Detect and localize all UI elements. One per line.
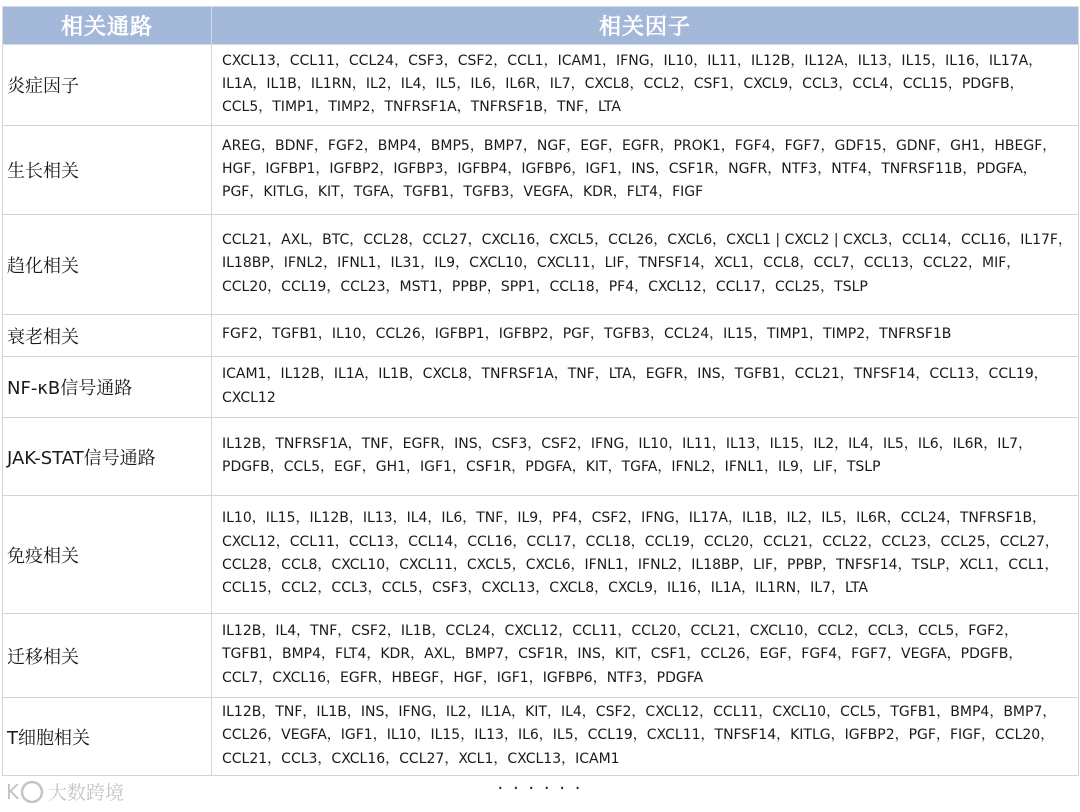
table-row: [3, 315, 1079, 357]
factor-list: ICAM1，IL12B，IL1A，IL1B，CXCL8，TNFRSF1A，TNF，LTA，EGFR，INS，TGFB1，CCL21，TNFSF14，CCL13，CCL19，CXCL12: [212, 357, 1079, 418]
table-row: [3, 45, 1079, 126]
table-row: [3, 215, 1079, 315]
table-row: [3, 496, 1079, 614]
pathway-factor-table: [2, 6, 1079, 776]
pathway-name: 迁移相关: [3, 614, 212, 698]
factor-list: IL10，IL15，IL12B，IL13，IL4，IL6，TNF，IL9，PF4，CSF2，IFNG，IL17A，IL1B，IL2，IL5，IL6R，CCL24，TNFRSF1B，CXCL12，CCL11，CCL13，CCL14，CCL16，CCL17，CCL18，CCL19，CCL20，CCL21，CCL22，CCL23，CCL25，CCL27，CCL28，CCL8，CXCL10，CXCL11，CXCL5，CXCL6，IFNL1，IFNL2，IL18BP，LIF，PPBP，TNFSF14，TSLP，XCL1，CCL1，CCL15，CCL2，CCL3，CCL5，CSF3，CXCL13，CXCL8，CXCL9，IL16，IL1A，IL1RN，IL7，LTA: [212, 496, 1079, 614]
factor-list: CXCL13，CCL11，CCL24，CSF3，CSF2，CCL1，ICAM1，IFNG，IL10，IL11，IL12B，IL12A，IL13，IL15，IL16，IL17A，IL1A，IL1B，IL1RN，IL2，IL4，IL5，IL6，IL6R，IL7，CXCL8，CCL2，CSF1，CXCL9，CCL3，CCL4，CCL15，PDGFB，CCL5，TIMP1，TIMP2，TNFRSF1A，TNFRSF1B，TNF，LTA: [212, 45, 1079, 126]
watermark-text: 大数跨境: [48, 782, 125, 804]
pathway-name: T细胞相关: [3, 698, 212, 776]
pathway-name: 炎症因子: [3, 45, 212, 126]
table-row: [3, 357, 1079, 418]
factor-list: IL12B，TNF，IL1B，INS，IFNG，IL2，IL1A，KIT，IL4，CSF2，CXCL12，CCL11，CXCL10，CCL5，TGFB1，BMP4，BMP7，CCL26，VEGFA，IGF1，IL10，IL15，IL13，IL6，IL5，CCL19，CXCL11，TNFSF14，KITLG，IGFBP2，PGF，FIGF，CCL20，CCL21，CCL3，CXCL16，CCL27，XCL1，CXCL13，ICAM1: [212, 698, 1079, 776]
table-header-row: [3, 7, 1079, 45]
factor-list: FGF2，TGFB1，IL10，CCL26，IGFBP1，IGFBP2，PGF，TGFB3，CCL24，IL15，TIMP1，TIMP2，TNFRSF1B: [212, 315, 1079, 357]
pathway-name: 免疫相关: [3, 496, 212, 614]
factor-list: IL12B，TNFRSF1A，TNF，EGFR，INS，CSF3，CSF2，IFNG，IL10，IL11，IL13，IL15，IL2，IL4，IL5，IL6，IL6R，IL7，PDGFB，CCL5，EGF，GH1，IGF1，CSF1R，PDGFA，KIT，TGFA，IFNL2，IFNL1，IL9，LIF，TSLP: [212, 418, 1079, 496]
pathway-name: 生长相关: [3, 126, 212, 215]
pathway-name: 趋化相关: [3, 215, 212, 315]
factor-list: CCL21，AXL，BTC，CCL28，CCL27，CXCL16，CXCL5，CCL26，CXCL6，CXCL1 | CXCL2 | CXCL3，CCL14，CCL16，IL17F，IL18BP，IFNL2，IFNL1，IL31，IL9，CXCL10，CXCL11，LIF，TNFSF14，XCL1，CCL8，CCL7，CCL13，CCL22，MIF，CCL20，CCL19，CCL23，MST1，PPBP，SPP1，CCL18，PF4，CXCL12，CCL17，CCL25，TSLP: [212, 215, 1079, 315]
factor-list: IL12B，IL4，TNF，CSF2，IL1B，CCL24，CXCL12，CCL11，CCL20，CCL21，CXCL10，CCL2，CCL3，CCL5，FGF2，TGFB1，BMP4，FLT4，KDR，AXL，BMP7，CSF1R，INS，KIT，CSF1，CCL26，EGF，FGF4，FGF7，VEGFA，PDGFB，CCL7，CXCL16，EGFR，HBEGF，HGF，IGF1，IGFBP6，NTF3，PDGFA: [212, 614, 1079, 698]
header-pathway: 相关通路: [3, 7, 212, 45]
table-row: [3, 418, 1079, 496]
table-row: [3, 698, 1079, 776]
table-row: [3, 126, 1079, 215]
table-row: [3, 614, 1079, 698]
factor-list: AREG，BDNF，FGF2，BMP4，BMP5，BMP7，NGF，EGF，EGFR，PROK1，FGF4，FGF7，GDF15，GDNF，GH1，HBEGF，HGF，IGFBP1，IGFBP2，IGFBP3，IGFBP4，IGFBP6，IGF1，INS，CSF1R，NGFR，NTF3，NTF4，TNFRSF11B，PDGFA，PGF，KITLG，KIT，TGFA，TGFB1，TGFB3，VEGFA，KDR，FLT4，FIGF: [212, 126, 1079, 215]
continuation-ellipsis: · · · · · ·: [497, 778, 583, 799]
svg-text:K: K: [6, 779, 20, 804]
header-factors: 相关因子: [212, 7, 1079, 45]
pathway-name: 衰老相关: [3, 315, 212, 357]
pathway-name: NF-κB信号通路: [3, 357, 212, 418]
pathway-name: JAK-STAT信号通路: [3, 418, 212, 496]
